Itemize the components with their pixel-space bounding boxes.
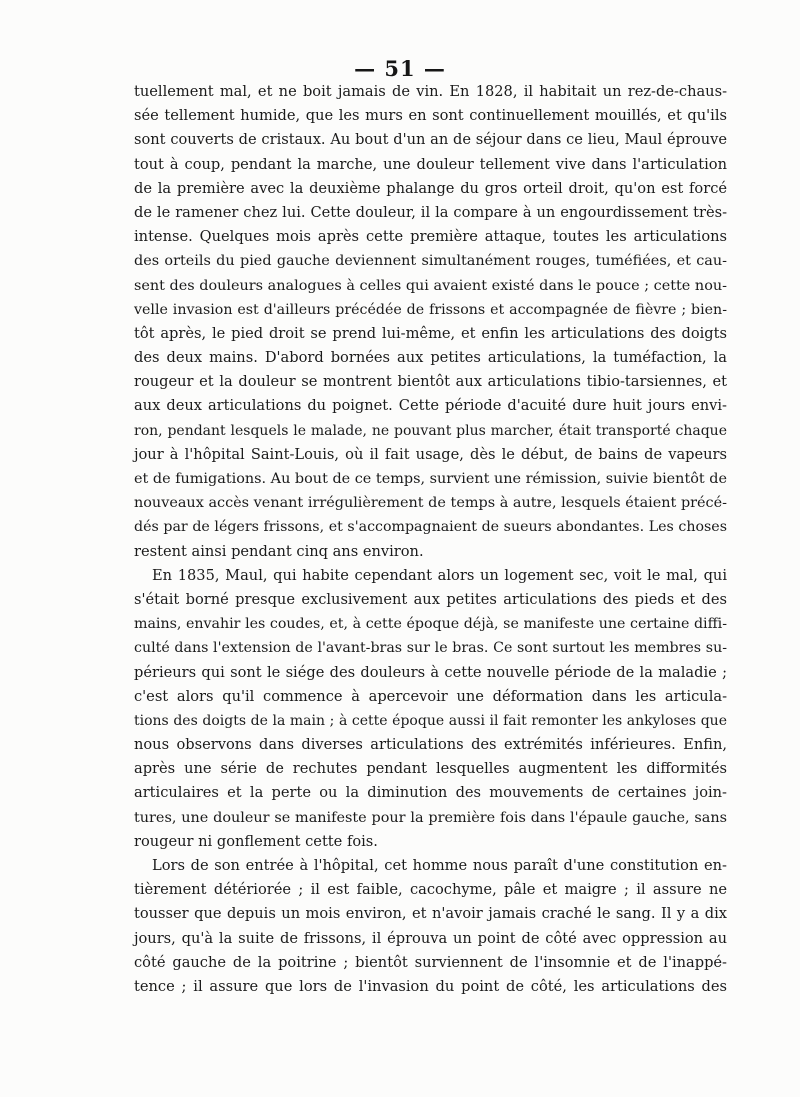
text-line: après une série de rechutes pendant lesquelles augmentent les difformités: [134, 760, 727, 778]
text-line: périeurs qui sont le siége des douleurs à cette nouvelle période de la maladie ;: [134, 663, 727, 681]
text-line: tuellement mal, et ne boit jamais de vin. En 1828, il habitait un rez-de-chaus-: [134, 83, 727, 100]
text-line: intense. Quelques mois après cette première attaque, toutes les articulations: [134, 228, 727, 246]
text-line: de le ramener chez lui. Cette douleur, il la compare à un engourdissement très-: [134, 203, 727, 221]
text-line: sent des douleurs analogues à celles qui avaient existé dans le pouce ; cette nou-: [134, 277, 727, 294]
text-line: sont couverts de cristaux. Au bout d'un an de séjour dans ce lieu, Maul éprouve: [134, 131, 727, 149]
text-line: mains, envahir les coudes, et, à cette époque déjà, se manifeste une certaine diffi-: [134, 616, 727, 633]
text-line: ron, pendant lesquels le malade, ne pouvant plus marcher, était transporté chaque: [134, 422, 727, 439]
text-line: et de fumigations. Au bout de ce temps, survient une rémission, suivie bientôt de: [134, 471, 727, 487]
text-line: côté gauche de la poitrine ; bientôt surviennent de l'insomnie et de l'inappé-: [134, 953, 727, 971]
text-line: s'était borné presque exclusivement aux petites articulations des pieds et des: [134, 590, 727, 608]
text-line: jours, qu'à la suite de frissons, il éprouva un point de côté avec oppression au: [134, 929, 727, 947]
text-line: tence ; il assure que lors de l'invasion du point de côté, les articulations des: [134, 977, 727, 995]
text-line: tures, une douleur se manifeste pour la première fois dans l'épaule gauche, sans: [134, 809, 727, 826]
text-line: rougeur et la douleur se montrent bientôt aux articulations tibio-tarsiennes, et: [134, 373, 727, 391]
text-line: jour à l'hôpital Saint-Louis, où il fait usage, dès le début, de bains de vapeurs: [134, 445, 727, 463]
text-line: En 1835, Maul, qui habite cependant alors un logement sec, voit le mal, qui: [152, 566, 727, 584]
body-text: [134, 80, 727, 999]
text-line: articulaires et la perte ou la diminution des mouvements de certaines join-: [134, 784, 727, 802]
text-line: nouveaux accès venant irrégulièrement de temps à autre, lesquels étaient précé-: [134, 495, 727, 512]
text-line: Lors de son entrée à l'hôpital, cet homme nous paraît d'une constitution en-: [152, 857, 727, 874]
text-line: tousser que depuis un mois environ, et n'avoir jamais craché le sang. Il y a dix: [134, 905, 727, 923]
text-line: culté dans l'extension de l'avant-bras sur le bras. Ce sont surtout les membres su-: [134, 640, 727, 657]
text-line: tout à coup, pendant la marche, une douleur tellement vive dans l'articulation: [134, 155, 727, 173]
text-line: velle invasion est d'ailleurs précédée de frissons et accompagnée de fièvre ; bien-: [134, 301, 727, 318]
text-line: c'est alors qu'il commence à apercevoir une déformation dans les articula-: [134, 687, 727, 705]
text-line: dés par de légers frissons, et s'accompagnaient de sueurs abondantes. Les choses: [134, 519, 727, 536]
text-line: rougeur ni gonflement cette fois.: [134, 832, 378, 850]
text-line: aux deux articulations du poignet. Cette période d'acuité dure huit jours envi-: [134, 397, 727, 415]
text-line: tions des doigts de la main ; à cette époque aussi il fait remonter les ankyloses que: [134, 712, 727, 729]
text-line: restent ainsi pendant cinq ans environ.: [134, 542, 424, 560]
text-line: sée tellement humide, que les murs en sont continuellement mouillés, et qu'ils: [134, 107, 727, 125]
text-line: de la première avec la deuxième phalange du gros orteil droit, qu'on est forcé: [134, 179, 727, 197]
text-line: des orteils du pied gauche deviennent simultanément rouges, tuméfiées, et cau-: [134, 253, 727, 270]
text-line: nous observons dans diverses articulations des extrémités inférieures. Enfin,: [134, 736, 727, 754]
text-line: des deux mains. D'abord bornées aux petites articulations, la tuméfaction, la: [134, 349, 727, 367]
text-line: tièrement détériorée ; il est faible, cacochyme, pâle et maigre ; il assure ne: [134, 881, 727, 899]
text-line: tôt après, le pied droit se prend lui-même, et enfin les articulations des doigts: [134, 324, 727, 342]
page-number: — 51 —: [354, 56, 446, 81]
